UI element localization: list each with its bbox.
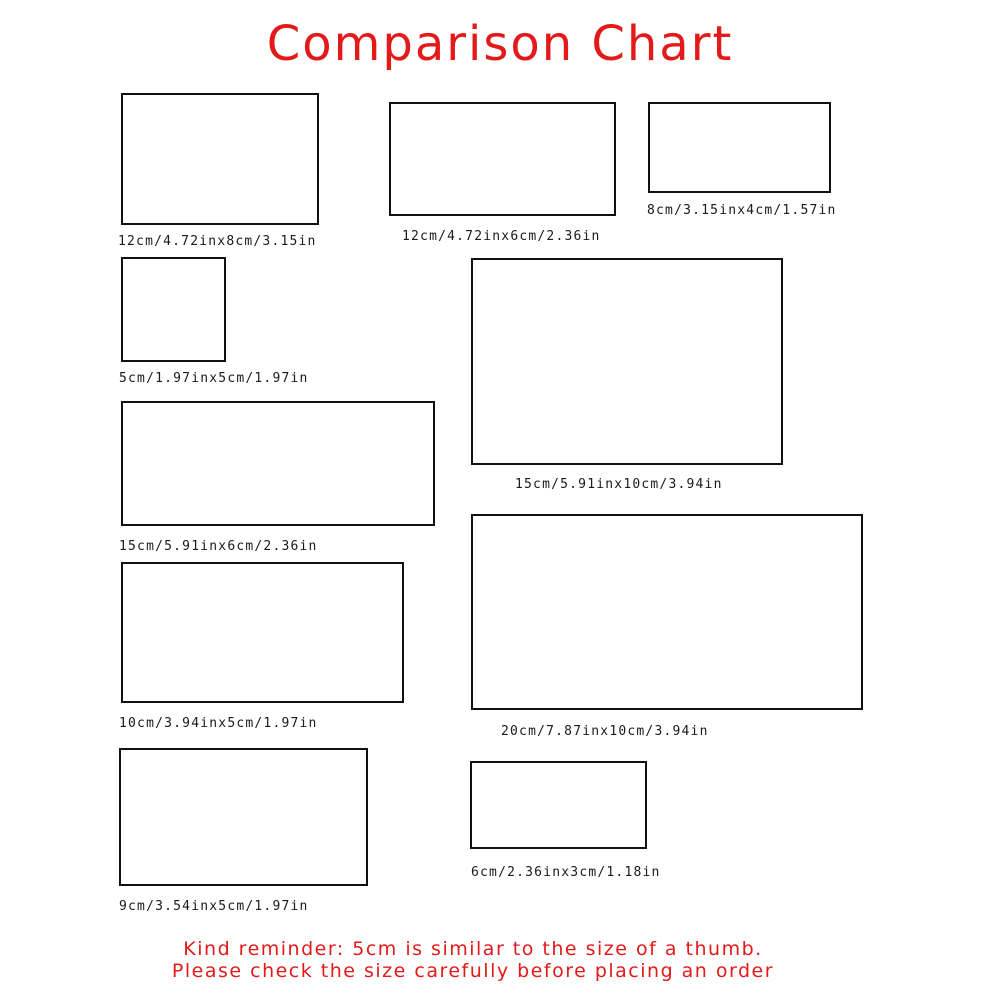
- size-label-15x6: 15cm/5.91inx6cm/2.36in: [119, 539, 318, 554]
- size-box-5x5: [121, 257, 226, 362]
- size-box-12x8: [121, 93, 319, 225]
- size-box-6x3: [470, 761, 647, 849]
- page-title: Comparison Chart: [266, 16, 734, 72]
- size-box-9x5: [119, 748, 368, 886]
- size-box-15x6: [121, 401, 435, 526]
- size-box-8x4: [648, 102, 831, 193]
- size-box-12x6: [389, 102, 616, 216]
- size-label-12x8: 12cm/4.72inx8cm/3.15in: [118, 234, 317, 249]
- size-box-20x10: [471, 514, 863, 710]
- reminder-line-1: Kind reminder: 5cm is similar to the size of a thumb.: [183, 938, 763, 960]
- size-label-12x6: 12cm/4.72inx6cm/2.36in: [402, 229, 601, 244]
- size-label-9x5: 9cm/3.54inx5cm/1.97in: [119, 899, 309, 914]
- size-box-15x10: [471, 258, 783, 465]
- size-label-5x5: 5cm/1.97inx5cm/1.97in: [119, 371, 309, 386]
- size-label-10x5: 10cm/3.94inx5cm/1.97in: [119, 716, 318, 731]
- reminder-line-2: Please check the size carefully before placing an order: [171, 960, 775, 982]
- size-label-8x4: 8cm/3.15inx4cm/1.57in: [647, 203, 837, 218]
- size-box-10x5: [121, 562, 404, 703]
- size-label-20x10: 20cm/7.87inx10cm/3.94in: [501, 724, 709, 739]
- size-label-15x10: 15cm/5.91inx10cm/3.94in: [515, 477, 723, 492]
- size-label-6x3: 6cm/2.36inx3cm/1.18in: [471, 865, 661, 880]
